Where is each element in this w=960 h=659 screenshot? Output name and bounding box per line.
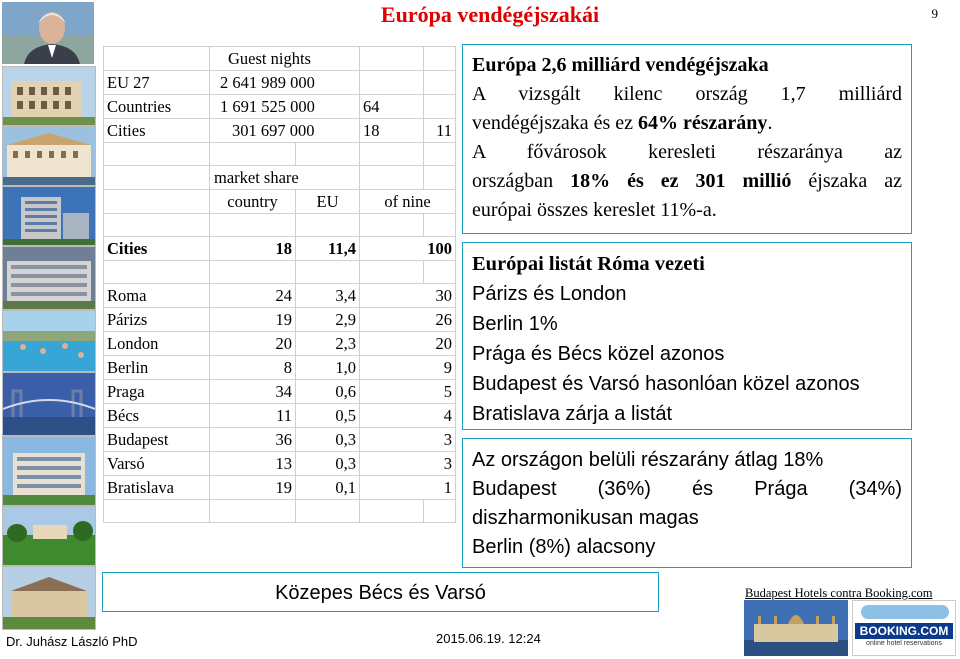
spacer-row bbox=[104, 500, 456, 523]
cell-nine: 3 bbox=[360, 452, 456, 476]
cell-country: 20 bbox=[210, 332, 296, 356]
table-row bbox=[104, 452, 456, 476]
summary-line-4: országban 18% és ez 301 millió éjszaka az bbox=[472, 170, 902, 192]
row-value: 301 697 000 bbox=[210, 119, 360, 143]
cell-country: 36 bbox=[210, 428, 296, 452]
table-row bbox=[104, 71, 456, 95]
market-share-header: market share bbox=[210, 166, 360, 190]
spacer-row bbox=[104, 261, 456, 284]
cell-nine: 30 bbox=[360, 284, 456, 308]
cell-eu: 11,4 bbox=[296, 237, 360, 261]
cell-country: 19 bbox=[210, 308, 296, 332]
cell-eu: 0,3 bbox=[296, 428, 360, 452]
cell-country: 18 bbox=[210, 237, 296, 261]
summary-line-1: A vizsgált kilenc ország 1,7 milliárd bbox=[472, 83, 902, 105]
hotel-photo-4 bbox=[2, 246, 96, 310]
summary-heading: Európa 2,6 milliárd vendégéjszaka bbox=[472, 54, 769, 76]
table-row bbox=[104, 428, 456, 452]
row-label: Párizs bbox=[104, 308, 210, 332]
pool-photo bbox=[2, 310, 96, 372]
ranking-line: Bratislava zárja a listát bbox=[472, 403, 673, 425]
table-row bbox=[104, 404, 456, 428]
summary-line-3: A fővárosok keresleti részaránya az bbox=[472, 141, 902, 163]
cell-nine: 1 bbox=[360, 476, 456, 500]
cell-country: 34 bbox=[210, 380, 296, 404]
garden-photo bbox=[2, 506, 96, 566]
summary-line-2: vendégéjszaka és ez 64% részarány. bbox=[472, 112, 773, 134]
col-header-country: country bbox=[210, 190, 296, 214]
cell-nine: 5 bbox=[360, 380, 456, 404]
share-line: Berlin (8%) alacsony bbox=[472, 536, 656, 558]
footer-images bbox=[744, 600, 956, 658]
slide-title: Európa vendégéjszakái bbox=[380, 2, 600, 27]
cell-eu: 0,1 bbox=[296, 476, 360, 500]
table-row bbox=[104, 284, 456, 308]
cell-eu: 3,4 bbox=[296, 284, 360, 308]
logo-subtext: online hotel reservations bbox=[866, 640, 942, 647]
bridge-photo bbox=[2, 372, 96, 436]
cell-eu: 0,3 bbox=[296, 452, 360, 476]
row-label: Berlin bbox=[104, 356, 210, 380]
ranking-box bbox=[462, 242, 912, 430]
hotel-photo-5 bbox=[2, 436, 96, 506]
cell-nine: 26 bbox=[360, 308, 456, 332]
hotel-photo-1 bbox=[2, 66, 96, 126]
cell-country: 11 bbox=[210, 404, 296, 428]
ranking-line: Budapest és Varsó hasonlóan közel azonos bbox=[472, 373, 860, 395]
row-pct: 64 bbox=[360, 95, 424, 119]
row-label: Budapest bbox=[104, 428, 210, 452]
guest-nights-table bbox=[103, 46, 456, 523]
row-value: 1 691 525 000 bbox=[210, 95, 360, 119]
table-row bbox=[104, 95, 456, 119]
ranking-line: Párizs és London bbox=[472, 283, 627, 305]
medium-note-box: Közepes Bécs és Varsó bbox=[102, 572, 659, 612]
hotel-photo-3 bbox=[2, 186, 96, 246]
cell-country: 8 bbox=[210, 356, 296, 380]
ranking-heading: Európai listát Róma vezeti bbox=[472, 253, 705, 275]
market-share-row bbox=[104, 166, 456, 190]
share-line: Az országon belüli részarány átlag 18% bbox=[472, 449, 824, 471]
row-pct: 18 bbox=[360, 119, 424, 143]
booking-logo bbox=[852, 600, 956, 656]
cell-eu: 0,6 bbox=[296, 380, 360, 404]
cell-country: 24 bbox=[210, 284, 296, 308]
row-value: 2 641 989 000 bbox=[210, 71, 360, 95]
parliament-photo bbox=[744, 600, 848, 656]
cell-eu: 2,9 bbox=[296, 308, 360, 332]
table-row bbox=[104, 476, 456, 500]
col-header-of-nine: of nine bbox=[360, 190, 456, 214]
row-pct2: 11 bbox=[424, 119, 456, 143]
row-label: Praga bbox=[104, 380, 210, 404]
table-row bbox=[104, 356, 456, 380]
row-label: Varsó bbox=[104, 452, 210, 476]
guest-nights-header: Guest nights bbox=[210, 47, 360, 71]
cell-eu: 0,5 bbox=[296, 404, 360, 428]
row-label: Bécs bbox=[104, 404, 210, 428]
row-label: Roma bbox=[104, 284, 210, 308]
row-pct2 bbox=[424, 71, 456, 95]
column-header-row bbox=[104, 190, 456, 214]
cell-nine: 20 bbox=[360, 332, 456, 356]
photo-strip bbox=[0, 0, 98, 635]
hotel-photo-2 bbox=[2, 126, 96, 186]
row-label: Cities bbox=[104, 237, 210, 261]
row-label: Cities bbox=[104, 119, 210, 143]
date-time: 2015.06.19. 12:24 bbox=[436, 631, 541, 646]
cities-total-row bbox=[104, 237, 456, 261]
row-label: Bratislava bbox=[104, 476, 210, 500]
cell-nine: 9 bbox=[360, 356, 456, 380]
row-label: EU 27 bbox=[104, 71, 210, 95]
table-row bbox=[104, 332, 456, 356]
summary-box bbox=[462, 44, 912, 234]
cell-eu: 2,3 bbox=[296, 332, 360, 356]
cell-nine: 100 bbox=[360, 237, 456, 261]
table-row bbox=[104, 119, 456, 143]
palace-photo bbox=[2, 566, 96, 630]
ranking-line: Berlin 1% bbox=[472, 313, 558, 335]
row-pct bbox=[360, 71, 424, 95]
share-line: Budapest (36%) és Prága (34%) bbox=[472, 478, 902, 500]
cell-country: 19 bbox=[210, 476, 296, 500]
row-pct2 bbox=[424, 95, 456, 119]
row-label: Countries bbox=[104, 95, 210, 119]
logo-swoosh bbox=[861, 605, 949, 619]
share-box bbox=[462, 438, 912, 568]
author-portrait bbox=[2, 2, 94, 64]
ranking-line: Prága és Bécs közel azonos bbox=[472, 343, 725, 365]
cell-nine: 4 bbox=[360, 404, 456, 428]
col-header-eu: EU bbox=[296, 190, 360, 214]
table-header-row bbox=[104, 47, 456, 71]
spacer-row bbox=[104, 143, 456, 166]
cell-eu: 1,0 bbox=[296, 356, 360, 380]
spacer-row bbox=[104, 214, 456, 237]
table-row bbox=[104, 308, 456, 332]
cell-nine: 3 bbox=[360, 428, 456, 452]
page-number: 9 bbox=[931, 6, 938, 21]
logo-text: BOOKING.COM bbox=[855, 623, 953, 639]
author-name: Dr. Juhász László PhD bbox=[6, 634, 138, 649]
row-label: London bbox=[104, 332, 210, 356]
share-line: diszharmonikusan magas bbox=[472, 507, 699, 529]
cell-country: 13 bbox=[210, 452, 296, 476]
summary-line-5: európai összes kereslet 11%-a. bbox=[472, 199, 717, 221]
table-row bbox=[104, 380, 456, 404]
hotels-link[interactable]: Budapest Hotels contra Booking.com bbox=[745, 586, 933, 600]
